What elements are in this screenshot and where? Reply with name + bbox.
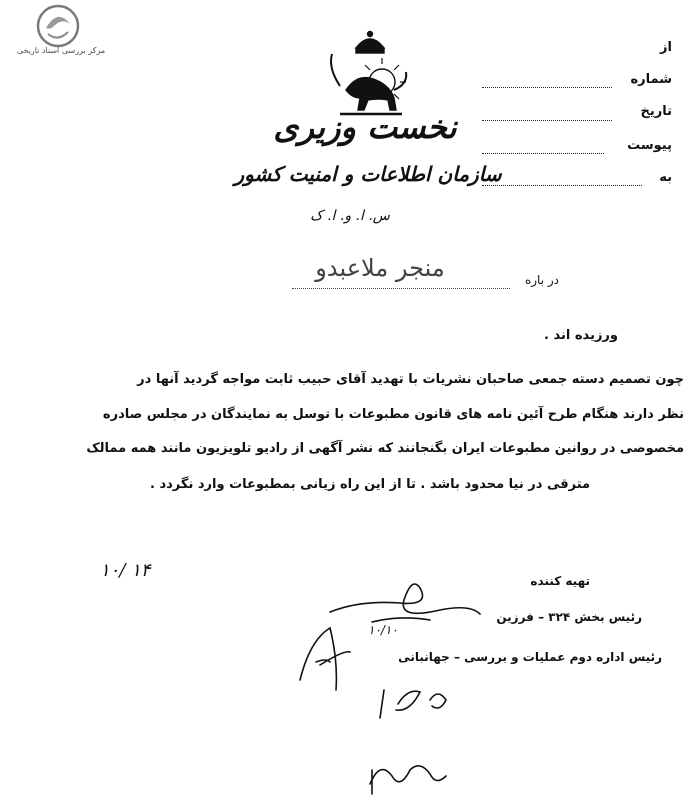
handwritten-date-scribble (380, 690, 446, 718)
number-label: شماره (630, 72, 672, 87)
number-line (482, 86, 612, 88)
signature-2-text: رئیس اداره دوم عملیات و بررسی – جهانبانی (398, 650, 662, 664)
to-label: به (659, 170, 672, 185)
body-line-1: چون تصمیم دسته جمعی صاحبان نشریات با تهدید آقای حبیب ثابت مواجه گردید آنها در (137, 372, 684, 387)
signature-1-hand-date: ۱۰/۱۰ (368, 623, 398, 637)
subject-line (292, 288, 510, 289)
ministry-title: نخست وزیری (273, 108, 457, 146)
lion-and-sun-emblem-icon (310, 28, 430, 120)
to-line (482, 184, 642, 186)
body-line-4: مترقی در نیا محدود باشد . تا از این راه زیانی بمطبوعات وارد نگردد . (150, 477, 591, 492)
date-line (482, 119, 612, 121)
date-label: تاریخ (640, 104, 672, 119)
attachment-line (482, 152, 604, 154)
greeting-line: ورزیده اند . (544, 328, 618, 343)
archive-watermark (6, 4, 116, 60)
handwritten-date: ۱۰/ ۱۴ (100, 560, 151, 581)
preparer-label: تهیه کننده (530, 574, 590, 588)
from-label: از (660, 40, 672, 55)
subject-label: در باره (524, 273, 559, 287)
signature-2-scribble (300, 628, 350, 690)
signature-1-text: رئیس بخش ۳۲۴ – فرزین (496, 610, 642, 624)
watermark-text: مرکز بررسی اسناد تاریخی (16, 46, 106, 55)
archive-logo-icon (36, 4, 80, 48)
attachment-label: پیوست (627, 138, 672, 153)
organization-subtitle: سازمان اطلاعات و امنیت کشور (234, 162, 502, 186)
body-line-2: نظر دارند هنگام طرح آئین نامه های قانون مطبوعات با توسل به نمایندگان در مجلس صادره (102, 407, 684, 422)
signature-3-scribble (370, 766, 446, 784)
reference-code: س. ا. و. ا. ک (310, 208, 390, 224)
signature-1-scribble (330, 584, 480, 614)
subject-value: منجر ملاعبدو (315, 254, 445, 282)
body-line-3: مخصوصی در روانین مطبوعات ایران بگنجانند که نشر آگهی از رادیو تلویزیون مانند همه ممالک (86, 441, 684, 456)
